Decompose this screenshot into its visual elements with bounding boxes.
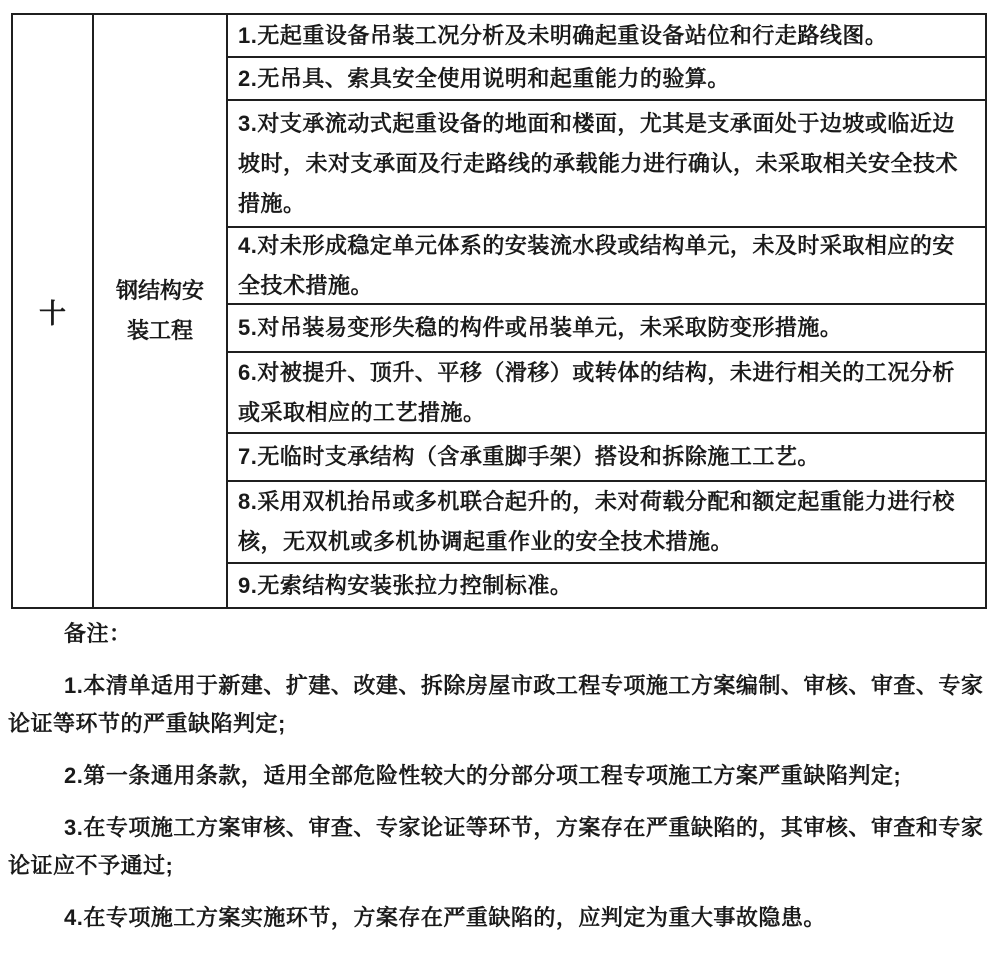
row-number-label: 十	[39, 298, 66, 329]
defect-item-9: 9.无索结构安装张拉力控制标准。	[238, 572, 573, 598]
defect-item-5: 5.对吊装易变形失稳的构件或吊装单元，未采取防变形措施。	[228, 305, 985, 353]
note-item-3: 3.在专项施工方案审核、审查、专家论证等环节，方案存在严重缺陷的，其审核、审查和专家论证应不予通过;	[8, 815, 984, 878]
category-cell	[94, 15, 228, 607]
defect-item-1: 1.无起重设备吊装工况分析及未明确起重设备站位和行走路线图。	[228, 15, 985, 58]
category-label: 钢结构安装工程	[115, 278, 204, 343]
note-item-2: 2.第一条通用条款，适用全部危险性较大的分部分项工程专项施工方案严重缺陷判定;	[64, 763, 902, 788]
defect-items-column	[228, 15, 985, 607]
notes-title: 备注：	[64, 621, 132, 646]
defect-item-4: 4.对未形成稳定单元体系的安装流水段或结构单元，未及时采取相应的安全技术措施。	[228, 228, 985, 305]
row-number-cell	[13, 15, 94, 607]
defect-item-6: 6.对被提升、顶升、平移（滑移）或转体的结构，未进行相关的工况分析或采取相应的工艺措施。	[228, 353, 985, 434]
note-item-4: 4.在专项施工方案实施环节，方案存在严重缺陷的，应判定为重大事故隐患。	[64, 905, 826, 930]
notes-section	[8, 609, 992, 937]
defect-item-2: 2.无吊具、索具安全使用说明和起重能力的验算。	[228, 58, 985, 101]
note-item-1: 1.本清单适用于新建、扩建、改建、拆除房屋市政工程专项施工方案编制、审核、审查、专家论证等环节的严重缺陷判定;	[8, 673, 984, 736]
defect-item-3: 3.对支承流动式起重设备的地面和楼面，尤其是支承面处于边坡或临近边坡时，未对支承面及行走路线的承载能力进行确认，未采取相关安全技术措施。	[228, 101, 985, 228]
defect-item-8: 8.采用双机抬吊或多机联合起升的，未对荷载分配和额定起重能力进行校核，无双机或多机协调起重作业的安全技术措施。	[228, 482, 985, 564]
defect-item-7: 7.无临时支承结构（含承重脚手架）搭设和拆除施工工艺。	[228, 434, 985, 482]
defects-table	[11, 13, 987, 609]
